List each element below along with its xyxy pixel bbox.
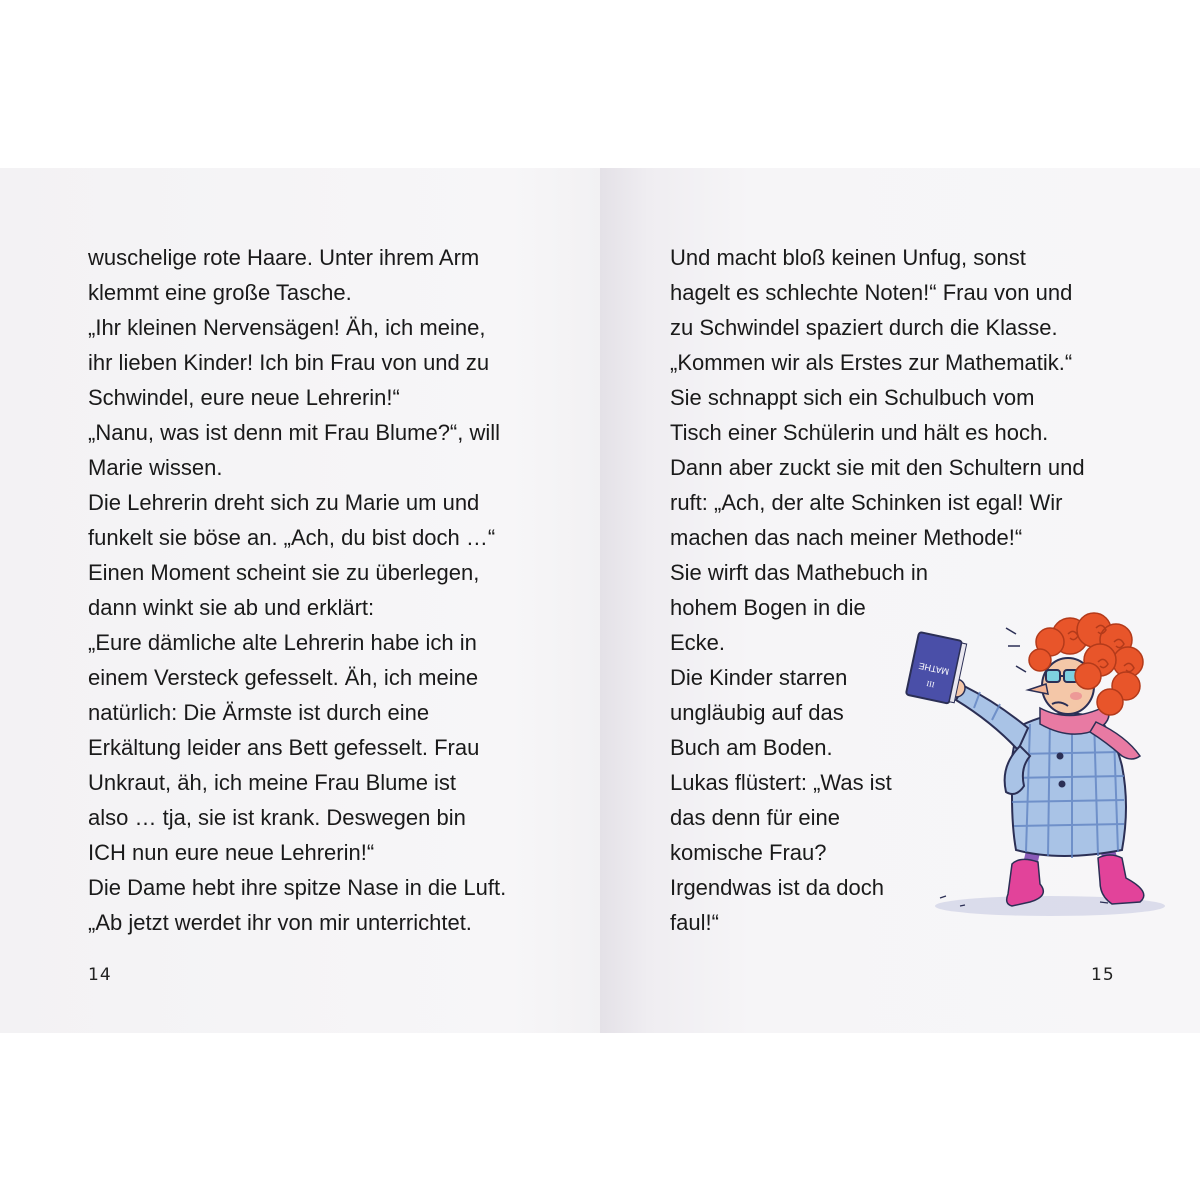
- text-line: „Ihr kleinen Nervensägen! Äh, ich meine,: [88, 315, 486, 340]
- text-line: Einen Moment scheint sie zu überlegen,: [88, 560, 480, 585]
- text-line: natürlich: Die Ärmste ist durch eine: [88, 700, 430, 725]
- text-line: machen das nach meiner Methode!“: [670, 525, 1023, 550]
- text-line: Sie schnappt sich ein Schulbuch vom: [670, 385, 1035, 410]
- text-line: klemmt eine große Tasche.: [88, 280, 352, 305]
- text-line: das denn für eine: [670, 805, 841, 830]
- left-page: [0, 168, 600, 1033]
- text-line: Und macht bloß keinen Unfug, sonst: [670, 245, 1026, 270]
- text-line: wuschelige rote Haare. Unter ihrem Arm: [88, 245, 480, 270]
- text-line: „Nanu, was ist denn mit Frau Blume?“, will: [88, 420, 501, 445]
- text-line: Erkältung leider ans Bett gefesselt. Frau: [88, 735, 480, 760]
- right-boot: [1098, 855, 1144, 904]
- text-line: Lukas flüstert: „Was ist: [670, 770, 892, 795]
- text-line: Tisch einer Schülerin und hält es hoch.: [670, 420, 1049, 445]
- text-line: also … tja, sie ist krank. Deswegen bin: [88, 805, 466, 830]
- right-page: [600, 168, 1200, 1033]
- text-line: dann winkt sie ab und erklärt:: [88, 595, 375, 620]
- text-line: Die Kinder starren: [670, 665, 848, 690]
- book-roman: III: [925, 678, 936, 690]
- text-line: Marie wissen.: [88, 455, 223, 480]
- text-line: Unkraut, äh, ich meine Frau Blume ist: [88, 770, 457, 795]
- book-label: MATHE: [917, 660, 950, 677]
- text-line: „Ab jetzt werdet ihr von mir unterrichtet.: [88, 910, 472, 935]
- text-line: Buch am Boden.: [670, 735, 833, 760]
- page-number-left: 14: [88, 965, 112, 985]
- text-line: faul!“: [670, 910, 719, 935]
- book-spread: [0, 168, 1200, 1033]
- coat-button: [1057, 753, 1064, 760]
- text-line: Die Dame hebt ihre spitze Nase in die Luft.: [88, 875, 507, 900]
- left-page-text: [88, 240, 506, 940]
- text-line: Ecke.: [670, 630, 726, 655]
- text-line: ihr lieben Kinder! Ich bin Frau von und zu: [88, 350, 490, 375]
- text-line: Dann aber zuckt sie mit den Schultern und: [670, 455, 1085, 480]
- blush: [1070, 692, 1082, 700]
- text-line: Schwindel, eure neue Lehrerin!“: [88, 385, 400, 410]
- text-line: hohem Bogen in die: [670, 595, 866, 620]
- text-line: ungläubig auf das: [670, 700, 844, 725]
- text-line: funkelt sie böse an. „Ach, du bist doch …“: [88, 525, 496, 550]
- text-line: „Kommen wir als Erstes zur Mathematik.“: [670, 350, 1073, 375]
- text-line: einem Versteck gefesselt. Äh, ich meine: [88, 665, 479, 690]
- text-line: Die Lehrerin dreht sich zu Marie um und: [88, 490, 480, 515]
- text-line: komische Frau?: [670, 840, 827, 865]
- text-line: hagelt es schlechte Noten!“ Frau von und: [670, 280, 1073, 305]
- text-line: ruft: „Ach, der alte Schinken ist egal! Wir: [670, 490, 1063, 515]
- motion-lines: [1006, 628, 1026, 672]
- left-boot: [1007, 859, 1044, 906]
- text-line: Irgendwas ist da doch: [670, 875, 885, 900]
- text-line: Sie wirft das Mathebuch in: [670, 560, 929, 585]
- text-line: zu Schwindel spaziert durch die Klasse.: [670, 315, 1058, 340]
- text-line: ICH nun eure neue Lehrerin!“: [88, 840, 375, 865]
- text-line: „Eure dämliche alte Lehrerin habe ich in: [88, 630, 477, 655]
- page-number-right: 15: [1091, 965, 1115, 985]
- coat-button: [1059, 781, 1066, 788]
- teacher-illustration: [900, 606, 1170, 936]
- nose: [1028, 684, 1048, 694]
